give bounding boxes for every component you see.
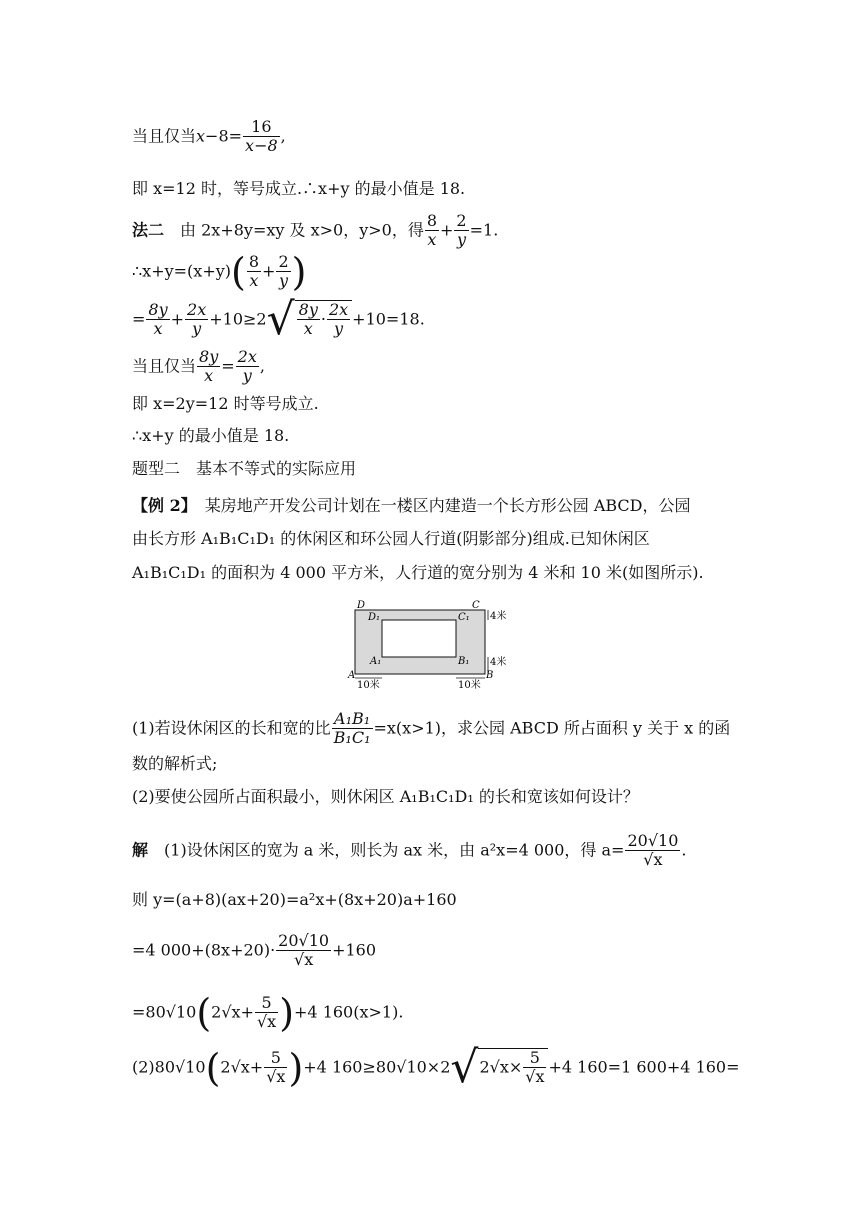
text: ∴x+y=(x+y) <box>132 261 232 281</box>
fraction <box>276 932 331 970</box>
right-paren: ) <box>291 249 307 294</box>
text: 2√x+ <box>211 1002 254 1022</box>
denominator: x <box>303 319 313 339</box>
text: =80√10 <box>132 1002 197 1022</box>
text: +4 160(x>1). <box>294 1002 404 1022</box>
text: +4 160≥80√10×2 <box>303 1057 451 1077</box>
line-inequality <box>132 294 425 346</box>
denominator: √x <box>256 1012 277 1032</box>
label-A: A <box>348 670 356 681</box>
solution-line-5 <box>132 1042 740 1094</box>
fraction <box>197 348 220 386</box>
section-heading: 题型二 基本不等式的实际应用 <box>132 459 357 478</box>
label-width-right: 10米 <box>458 680 481 691</box>
text: 2√x+ <box>220 1057 264 1077</box>
text: = <box>221 356 235 376</box>
text: · <box>320 309 326 329</box>
left-paren: ( <box>205 1045 221 1090</box>
label-A1: A₁ <box>370 656 382 667</box>
numerator: 5 <box>523 1049 546 1068</box>
text: = <box>132 309 146 329</box>
numerator: 2x <box>237 347 257 366</box>
park-figure <box>340 598 520 694</box>
label-C1: C₁ <box>458 612 470 623</box>
denominator: x−8 <box>245 136 278 156</box>
example-line-3: A₁B₁C₁D₁ 的面积为 4 000 平方米，人行道的宽分别为 4 米和 10 米(如图所示). <box>132 563 704 582</box>
denominator: y <box>192 319 202 339</box>
text: . <box>681 840 687 860</box>
text: , <box>280 126 286 146</box>
line-min-value-2: ∴x+y 的最小值是 18. <box>132 426 290 445</box>
solution-line-4 <box>132 990 404 1035</box>
solution-line-2: 则 y=(a+8)(ax+20)=a²x+(8x+20)a+160 <box>132 890 457 909</box>
denominator: x <box>249 271 259 291</box>
text: 当且仅当 <box>132 356 197 376</box>
numerator: 5 <box>264 1049 287 1068</box>
denominator: y <box>279 271 289 291</box>
radical-sign: √ <box>450 1042 479 1094</box>
fraction <box>276 253 290 291</box>
right-paren: ) <box>288 1045 304 1090</box>
line-equality-condition-1 <box>132 118 286 156</box>
denominator: y <box>242 366 252 386</box>
numerator: 20√10 <box>627 831 679 850</box>
line-equality-condition-2 <box>132 348 265 386</box>
denominator: x <box>204 366 214 386</box>
label-B1: B₁ <box>458 656 470 667</box>
text: , <box>259 356 265 376</box>
rest-area-rect <box>382 620 456 657</box>
text: 当且仅当 <box>132 126 197 146</box>
fraction <box>625 832 680 870</box>
numerator: 16 <box>243 118 280 137</box>
label-C: C <box>472 600 480 611</box>
solution-line-1 <box>132 832 686 870</box>
text: + <box>262 261 276 281</box>
label-D: D <box>357 600 366 611</box>
numerator: 8 <box>248 252 260 271</box>
numerator: 2x <box>187 300 207 319</box>
text: +4 160=1 600+4 160= <box>548 1057 740 1077</box>
text: =1. <box>469 220 499 240</box>
text: (1)设休闲区的宽为 a 米，则长为 ax 米，由 a²x=4 000，得 a= <box>164 840 625 860</box>
denominator: y <box>334 319 344 339</box>
numerator: A₁B₁ <box>332 710 373 729</box>
text: (2)80√10 <box>132 1057 206 1077</box>
fraction <box>255 994 278 1032</box>
label-width-top: 4米 <box>490 611 507 622</box>
text: +160 <box>332 940 377 960</box>
numerator: 20√10 <box>278 931 330 950</box>
fraction <box>146 301 169 339</box>
text: +10≥2 <box>209 309 267 329</box>
right-paren: ) <box>279 990 295 1035</box>
text: + <box>170 309 185 329</box>
line-min-value-1: 即 x=12 时，等号成立.∴x+y 的最小值是 18. <box>132 179 466 198</box>
label-width-bottom: 4米 <box>490 657 507 668</box>
line-expansion <box>132 249 307 294</box>
radical-sign: √ <box>266 294 295 346</box>
fraction <box>264 1049 287 1087</box>
text: 由 2x+8y=xy 及 x>0，y>0，得 <box>180 220 424 240</box>
example-line-1 <box>132 498 691 514</box>
fraction <box>247 253 261 291</box>
denominator: √x <box>525 1067 545 1087</box>
solution-line-3 <box>132 932 376 970</box>
denominator: √x <box>266 1067 286 1087</box>
fraction <box>332 710 373 748</box>
left-paren: ( <box>231 249 246 294</box>
numerator: 2 <box>456 211 467 230</box>
numerator: 2x <box>328 300 349 319</box>
denominator: x <box>153 319 163 339</box>
fraction <box>425 212 439 250</box>
denominator: √x <box>643 850 663 870</box>
label-B: B <box>486 670 494 681</box>
label-D1: D₁ <box>368 612 381 623</box>
text: + <box>440 220 454 240</box>
left-paren: ( <box>196 990 212 1035</box>
question-2: (2)要使公园所占面积最小，则休闲区 A₁B₁C₁D₁ 的长和宽该如何设计？ <box>132 787 639 806</box>
text: 某房地产开发公司计划在一楼区内建造一个长方形公园 ABCD，公园 <box>204 496 691 515</box>
fraction <box>523 1049 546 1087</box>
numerator: 8y <box>148 300 168 319</box>
fraction <box>236 348 259 386</box>
question-1-line-2: 数的解析式; <box>132 754 218 773</box>
numerator: 8y <box>298 300 318 319</box>
numerator: 8y <box>199 347 219 366</box>
fraction <box>327 301 350 339</box>
question-1-line-1 <box>132 710 730 748</box>
var-x: x <box>196 126 206 146</box>
fraction <box>454 212 468 250</box>
fraction <box>185 301 208 339</box>
text: =4 000+(8x+20)· <box>132 940 276 960</box>
text: =x(x>1)，求公园 ABCD 所占面积 y 关于 x 的函 <box>373 718 731 738</box>
text: +10=18. <box>352 309 425 329</box>
text: (1)若设休闲区的长和宽的比 <box>132 718 331 738</box>
method-heading: 法二 <box>132 220 165 240</box>
numerator: 5 <box>255 994 278 1013</box>
fraction <box>297 301 320 339</box>
radicand <box>478 1048 548 1087</box>
text: −8= <box>205 126 243 146</box>
fraction <box>243 118 280 156</box>
line-method-two <box>132 212 498 250</box>
example-label: 【例 2】 <box>132 496 189 515</box>
numerator: 2 <box>278 252 289 271</box>
numerator: 8 <box>426 211 438 230</box>
solution-label: 解 <box>132 840 149 860</box>
denominator: √x <box>294 950 314 970</box>
radicand <box>295 300 353 339</box>
example-line-2: 由长方形 A₁B₁C₁D₁ 的休闲区和环公园人行道(阴影部分)组成.已知休闲区 <box>132 529 650 548</box>
denominator: y <box>456 230 467 250</box>
line-equality-holds: 即 x=2y=12 时等号成立. <box>132 394 319 413</box>
label-width-left: 10米 <box>357 680 380 691</box>
denominator: x <box>427 230 437 250</box>
denominator: B₁C₁ <box>333 728 371 748</box>
text: 2√x× <box>479 1057 523 1077</box>
